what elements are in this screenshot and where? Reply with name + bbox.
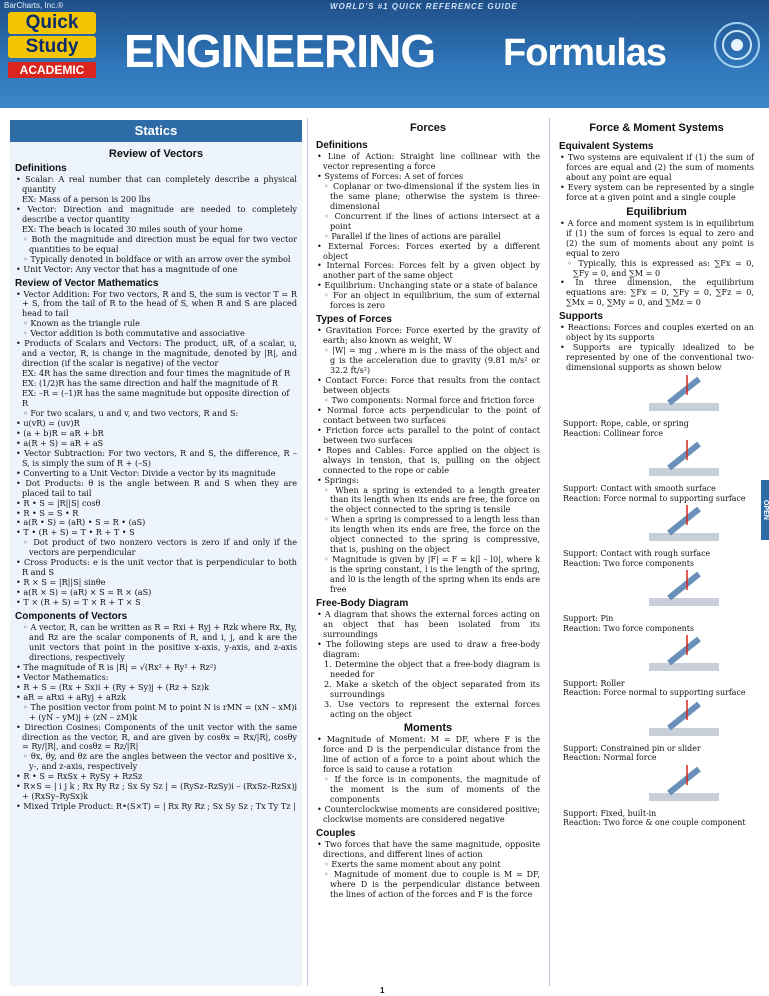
text-line: • a(R • S) = (aR) • S = R • (aS) bbox=[16, 517, 146, 528]
text-line: • T × (R + S) = T × R + T × S bbox=[16, 597, 141, 608]
statics-band: Statics bbox=[10, 120, 302, 142]
support-label: Support: Fixed, built-in bbox=[563, 808, 657, 818]
text-line: ◦ Concurrent if the lines of actions intersect at a point bbox=[324, 210, 540, 231]
reaction-label: Reaction: Two force components bbox=[563, 558, 694, 568]
support-diagram bbox=[629, 503, 739, 547]
quickstudy-logo bbox=[8, 12, 96, 102]
text-line: EX: The beach is located 30 miles south of your home bbox=[22, 223, 243, 234]
text-line: • Vector Subtraction: For two vectors, R and S, the difference, R – S, is simply the sum of R + (–S) bbox=[16, 447, 297, 468]
text-line: • Vector Addition: For two vectors, R and S, the sum is vector T = R + S, from the tail of R to the head of S, when R and S are placed head to tail bbox=[16, 288, 297, 319]
text-line: EX: –R = (–1)R has the same magnitude but opposite direction of R bbox=[22, 388, 290, 409]
reaction-label: Reaction: Force normal to supporting surface bbox=[563, 688, 746, 698]
text-line: • A diagram that shows the external forces acting on an object that has been isolated from its surroundings bbox=[317, 608, 540, 639]
text-line: • Equilibrium: Unchanging state or a state of balance bbox=[317, 280, 538, 291]
text-line: • Mixed Triple Product: R•(S×T) = | Rx Ry Rz ; Sx Sy Sz ; Tx Ty Tz | bbox=[16, 801, 296, 812]
components-list bbox=[15, 623, 297, 812]
equilibrium-heading: Equilibrium bbox=[626, 205, 687, 218]
text-line: • a(R × S) = (aR) × S = R × (aS) bbox=[16, 587, 152, 598]
text-line: ◦ |W| = mg , where m is the mass of the object and g is the acceleration due to gravity (9.81 m/s² or 32.2 ft/s²) bbox=[324, 345, 540, 376]
support-figures bbox=[559, 373, 754, 828]
text-line: • The following steps are used to draw a free-body diagram: bbox=[317, 638, 540, 659]
vector-math-list bbox=[15, 290, 297, 609]
text-line: 3. Use vectors to represent the external forces acting on the object bbox=[324, 698, 540, 719]
text-line: ◦ For an object in equilibrium, the sum of external forces is zero bbox=[324, 290, 540, 311]
couples-list bbox=[316, 840, 540, 900]
text-line: • The magnitude of R is |R| = √(Rx² + Ry² + Rz²) bbox=[16, 661, 217, 672]
text-line: • a(R + S) = aR + aS bbox=[16, 437, 104, 448]
forces-column bbox=[312, 120, 544, 986]
text-line: • Normal force acts perpendicular to the point of contact between two surfaces bbox=[317, 404, 540, 425]
definitions-list bbox=[15, 175, 297, 275]
publisher: BarCharts, Inc.® bbox=[4, 1, 64, 10]
text-line: • Ropes and Cables: Force applied on the object is always in tension, that is, pulling on the object connected to the rope or cable bbox=[317, 444, 540, 475]
couples-heading: Couples bbox=[316, 828, 356, 840]
text-line: ◦ Exerts the same moment about any point bbox=[324, 858, 501, 869]
text-line: • A force and moment system is in equilibrium if (1) the sum of forces is equal to zero and (2) the sum of moments about any point is equal to zero bbox=[560, 217, 754, 258]
forces-heading: Forces bbox=[409, 122, 447, 134]
text-line: ◦ For two scalars, u and v, and two vectors, R and S: bbox=[23, 407, 239, 418]
reaction-label: Reaction: Two force components bbox=[563, 623, 694, 633]
types-heading: Types of Forces bbox=[316, 314, 392, 326]
text-line: • R + S = (Rx + Sx)i + (Ry + Sy)j + (Rz + Sz)k bbox=[16, 681, 210, 692]
support-label: Support: Contact with smooth surface bbox=[563, 484, 716, 494]
text-line: ◦ Typically denoted in boldface or with an arrow over the symbol bbox=[23, 253, 291, 264]
text-line: • Vector: Direction and magnitude are needed to completely describe a vector quantity bbox=[16, 203, 297, 224]
text-line: • Cross Products: e is the unit vector that is perpendicular to both R and S bbox=[16, 557, 297, 578]
text-line: ◦ Magnitude of moment due to couple is M = DF, where D is the perpendicular distance between the lines of action of the forces and F is the force bbox=[324, 868, 540, 899]
text-line: ◦ Vector addition is both commutative and associative bbox=[23, 328, 245, 339]
text-line: • Every system can be represented by a single force at a given point and a single couple bbox=[560, 181, 754, 202]
text-line: EX: Mass of a person is 200 lbs bbox=[22, 193, 151, 204]
support-label: Support: Rope, cable, or spring bbox=[563, 419, 689, 429]
moments-list bbox=[316, 735, 540, 825]
text-line: ◦ When a spring is extended to a length greater than its length when its ends are free, the force on the object connected to the spring is tensile bbox=[324, 484, 540, 515]
logo-academic: ACADEMIC bbox=[8, 62, 96, 78]
types-list bbox=[316, 326, 540, 595]
text-line: ◦ Magnitude is given by |F| = F = k|l – l0|, where k is the spring constant, l is the length of the spring, and l0 is the length of the spring when its ends are free bbox=[324, 554, 540, 595]
equivalent-heading: Equivalent Systems bbox=[559, 141, 654, 152]
swirl-icon bbox=[712, 20, 762, 70]
text-line: ◦ A vector, R, can be written as R = Rxi + Ryj + Rzk where Rx, Ry, and Rz are the scalar components of R, and i, j, and k are the unit vectors that point in the positive x-axis, y-axis, and z-axis directions, respectively bbox=[23, 622, 297, 662]
text-line: EX: 4R has the same direction and four times the magnitude of R bbox=[22, 368, 291, 379]
logo-study: Study bbox=[8, 36, 96, 58]
text-line: ◦ Coplanar or two-dimensional if the system lies in the same plane; otherwise the system is three-dimensional bbox=[324, 180, 540, 211]
text-line: 1. Determine the object that a free-body diagram is needed for bbox=[324, 658, 540, 679]
text-line: ◦ Both the magnitude and direction must be equal for two vector quantities to be equal bbox=[23, 233, 297, 254]
fbd-list bbox=[316, 610, 540, 719]
support-diagram bbox=[629, 438, 739, 482]
text-line: • Friction force acts parallel to the point of contact between two surfaces bbox=[317, 424, 540, 445]
reaction-label: Reaction: Normal force bbox=[563, 753, 657, 763]
text-line: • (a + b)R = aR + bR bbox=[16, 427, 104, 438]
equivalent-list bbox=[559, 153, 754, 203]
text-line: • Systems of Forces: A set of forces bbox=[317, 170, 464, 181]
title-main: ENGINEERING bbox=[124, 25, 436, 77]
supports-heading: Supports bbox=[559, 311, 603, 323]
text-line: ◦ θx, θy, and θz are the angles between the vector and positive x-, y-, and z-axis, respectively bbox=[23, 751, 297, 772]
reaction-label: Reaction: Two force & one couple component bbox=[563, 818, 746, 828]
moments-heading: Moments bbox=[403, 722, 453, 735]
support-diagram bbox=[629, 698, 739, 742]
text-line: 2. Make a sketch of the object separated from its surroundings bbox=[324, 678, 540, 699]
text-line: • R • S = |R||S| cosθ bbox=[16, 497, 101, 508]
text-line: • Line of Action: Straight line collinear with the vector representing a force bbox=[317, 151, 540, 171]
text-line: ◦ Known as the triangle rule bbox=[23, 318, 140, 329]
text-line: • Direction Cosines: Components of the unit vector with the same direction as the vector, R, and are given by cosθx = Rx/|R|, cosθy = Ry/|R|, and cosθz = Rz/|R| bbox=[16, 721, 297, 752]
supports-list bbox=[559, 323, 754, 373]
title-sub: Formulas bbox=[503, 32, 667, 74]
logo-quick: Quick bbox=[8, 12, 96, 34]
text-line: • Unit Vector: Any vector that has a magnitude of one bbox=[16, 263, 238, 274]
text-line: • Vector Mathematics: bbox=[16, 671, 109, 682]
support-label: Support: Pin bbox=[563, 614, 614, 624]
statics-column bbox=[10, 120, 302, 986]
text-line: • aR = aRxi + aRyj + aRzk bbox=[16, 691, 127, 702]
text-line: • Springs: bbox=[317, 474, 359, 485]
text-line: • Two forces that have the same magnitude, opposite directions, and different lines of action bbox=[317, 839, 540, 859]
text-line: • In three dimension, the equilibrium equations are: ∑Fx = 0, ∑Fy = 0, ∑Fz = 0, ∑Mx = 0, ∑My = 0, and ∑Mz = 0 bbox=[560, 277, 754, 308]
text-line: ◦ Dot product of two nonzero vectors is zero if and only if the vectors are perpendicular bbox=[23, 537, 297, 558]
text-line: • Products of Scalars and Vectors: The product, uR, of a scalar, u, and a vector, R, is change in the magnitude, denoted by |R|, and direction (if the scalar is negative) of the vector bbox=[16, 338, 297, 369]
text-line: • Scalar: A real number that can completely describe a physical quantity bbox=[16, 174, 297, 194]
definitions-heading: Definitions bbox=[15, 163, 67, 174]
text-line: ◦ Two components: Normal force and friction force bbox=[324, 394, 535, 405]
support-diagram bbox=[629, 373, 739, 417]
text-line: • R × S = |R||S| sinθe bbox=[16, 577, 106, 588]
support-diagram bbox=[629, 568, 739, 612]
support-diagram bbox=[629, 633, 739, 677]
vector-math-heading: Review of Vector Mathematics bbox=[15, 277, 159, 289]
text-line: • R×S = | i j k ; Rx Ry Rz ; Sx Sy Sz | = (RySz–RzSy)i – (RxSz–RzSx)j + (RxSy–RySx)k bbox=[16, 781, 297, 802]
text-line: • Dot Products: θ is the angle between R and S when they are placed tail to tail bbox=[16, 477, 297, 498]
forces-definitions-list bbox=[316, 152, 540, 311]
text-line: ◦ When a spring is compressed to a length less than its length when its ends are free, the force on the object connected to the spring is compressive, that is, pushing on the object bbox=[324, 514, 540, 555]
reaction-label: Reaction: Collinear force bbox=[563, 428, 664, 438]
text-line: • T • (R + S) = T • R + T • S bbox=[16, 527, 135, 538]
text-line: • R • S = S • R bbox=[16, 507, 79, 518]
text-line: • Counterclockwise moments are considered positive; clockwise moments are considered negative bbox=[317, 804, 540, 825]
tagline: WORLD'S #1 QUICK REFERENCE GUIDE bbox=[330, 2, 518, 11]
text-line: • Gravitation Force: Force exerted by the gravity of earth; also known as weight, W bbox=[317, 325, 540, 346]
review-vectors-heading: Review of Vectors bbox=[108, 148, 204, 160]
text-line: ◦ If the force is in components, the magnitude of the moment is the sum of moments of the components bbox=[324, 774, 540, 805]
text-line: ◦ The position vector from point M to point N is rMN = (xN – xM)i + (yN – yM)j + (zN – zM)k bbox=[23, 701, 297, 722]
text-line: EX: (1/2)R has the same direction and half the magnitude of R bbox=[22, 378, 278, 389]
components-heading: Components of Vectors bbox=[15, 611, 128, 623]
page-number: 1 bbox=[380, 986, 385, 995]
support-label: Support: Contact with rough surface bbox=[563, 549, 711, 559]
systems-column bbox=[554, 120, 759, 986]
text-line: • u(vR) = (uv)R bbox=[16, 417, 80, 428]
support-diagram bbox=[629, 763, 739, 807]
side-tab: OPEN bbox=[761, 480, 769, 540]
header-banner bbox=[0, 0, 769, 108]
text-line: • Reactions: Forces and couples exerted on an object by its supports bbox=[560, 322, 754, 343]
reaction-label: Reaction: Force normal to supporting surface bbox=[563, 493, 746, 503]
equilibrium-list bbox=[559, 219, 754, 309]
text-line: • Converting to a Unit Vector: Divide a vector by its magnitude bbox=[16, 467, 276, 478]
text-line: ◦ Typically, this is expressed as: ∑Fx = 0, ∑Fy = 0, and ∑M = 0 bbox=[567, 257, 754, 278]
text-line: • Internal Forces: Forces felt by a given object by another part of the same object bbox=[317, 260, 540, 281]
support-label: Support: Roller bbox=[563, 678, 625, 688]
text-line: • Magnitude of Moment: M = DF, where F is the force and D is the perpendicular distance from the line of action of a force to a point about which the force is said to cause a rotation bbox=[317, 734, 540, 775]
text-line: • Contact Force: Force that results from the contact between objects bbox=[317, 375, 540, 395]
systems-heading: Force & Moment Systems bbox=[589, 122, 724, 134]
column-divider bbox=[549, 118, 550, 986]
text-line: ◦ Parallel if the lines of actions are parallel bbox=[324, 230, 501, 241]
text-line: • Two systems are equivalent if (1) the sum of forces are equal and (2) the sum of moments about any point are equal bbox=[560, 152, 754, 182]
forces-definitions-heading: Definitions bbox=[316, 140, 368, 151]
fbd-heading: Free-Body Diagram bbox=[316, 597, 409, 609]
text-line: • R • S = RxSx + RySy + RzSz bbox=[16, 771, 143, 782]
column-divider bbox=[307, 118, 308, 986]
text-line: • Supports are typically idealized to be represented by one of the conventional two-dimensional supports as shown below bbox=[560, 342, 754, 373]
support-label: Support: Constrained pin or slider bbox=[563, 743, 701, 753]
text-line: • External Forces: Forces exerted by a different object bbox=[317, 240, 540, 261]
